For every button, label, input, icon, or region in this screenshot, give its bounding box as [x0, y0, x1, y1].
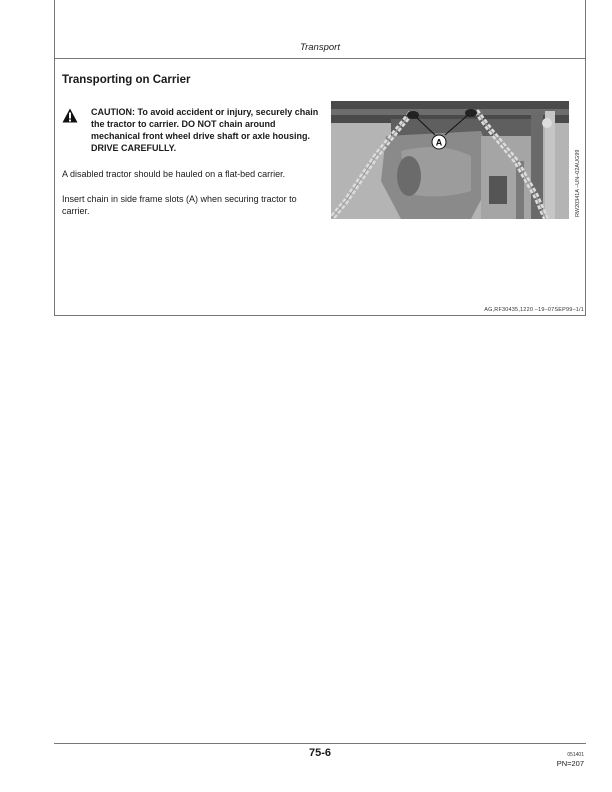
callout-label: A — [435, 137, 443, 148]
page-number: 75-6 — [308, 747, 332, 759]
section-header: Transport — [300, 42, 340, 53]
footer-rule — [54, 743, 586, 744]
print-date: 051401 — [567, 752, 584, 758]
body-paragraph: Insert chain in side frame slots (A) when securing tractor to carrier. — [62, 194, 297, 216]
section-title: Transporting on Carrier — [62, 74, 191, 86]
pn-label: PN=207 — [556, 759, 584, 768]
figure-code: RW20341A –UN–02AUG99 — [575, 149, 581, 217]
caution-text: CAUTION: To avoid accident or injury, securely chain the tractor to carrier. DO NOT chain around mechanical front wheel drive shaft or axle housing. DRIVE CAREFULLY. — [91, 107, 319, 153]
tractor-chain-photo — [331, 101, 569, 219]
reference-code: AG,RF30435,1220 –19–07SEP99–1/1 — [484, 307, 584, 313]
warning-triangle-icon — [62, 108, 78, 123]
body-paragraph: A disabled tractor should be hauled on a flat-bed carrier. — [62, 169, 286, 179]
